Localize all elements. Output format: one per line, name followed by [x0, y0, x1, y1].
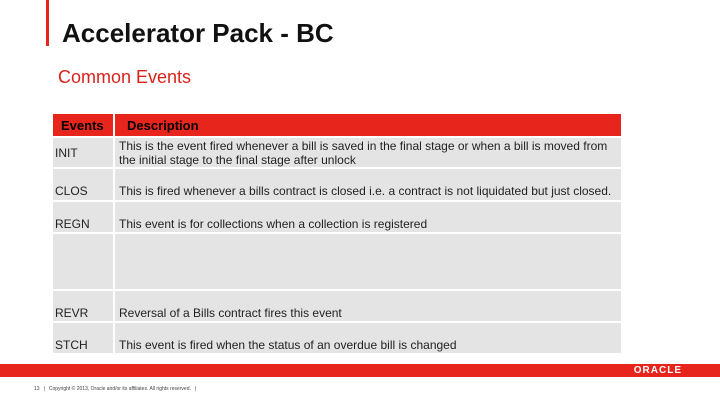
footer-bar: [0, 364, 720, 377]
footer-separator: |: [43, 386, 45, 392]
event-description: This is the event fired whenever a bill is saved in the final stage or when a bill is moved from the initial stage to the final stage after unlock: [114, 137, 622, 168]
header-events: Events: [52, 113, 114, 137]
event-code: [52, 233, 114, 290]
event-code: STCH: [52, 322, 114, 354]
events-table: [52, 113, 622, 354]
footer-separator: |: [194, 386, 197, 392]
table-row: [52, 137, 622, 168]
slide-title: Accelerator Pack - BC: [62, 18, 334, 48]
copyright-text: Copyright © 2013, Oracle and/or its affiliates. All rights reserved.: [48, 386, 191, 392]
slide-subtitle: Common Events: [58, 67, 192, 87]
event-description: This event is fired when the status of an overdue bill is changed: [114, 322, 622, 354]
title-accent-bar: [46, 0, 49, 46]
table-row: [52, 168, 622, 201]
event-description: This is fired whenever a bills contract is closed i.e. a contract is not liquidated but just closed.: [114, 168, 622, 201]
table-header-row: [52, 113, 622, 137]
event-code: REGN: [52, 201, 114, 233]
event-description: Reversal of a Bills contract fires this event: [114, 290, 622, 322]
oracle-logo: ORACLE: [633, 365, 682, 376]
footer: [34, 386, 200, 392]
table-row: [52, 233, 622, 290]
table-row: [52, 290, 622, 322]
event-description: [114, 233, 622, 290]
event-code: INIT: [52, 137, 114, 168]
table-row: [52, 322, 622, 354]
event-code: REVR: [52, 290, 114, 322]
table-row: [52, 201, 622, 233]
event-code: CLOS: [52, 168, 114, 201]
header-description: Description: [114, 113, 622, 137]
page-number: 13: [34, 386, 40, 392]
event-description: This event is for collections when a collection is registered: [114, 201, 622, 233]
